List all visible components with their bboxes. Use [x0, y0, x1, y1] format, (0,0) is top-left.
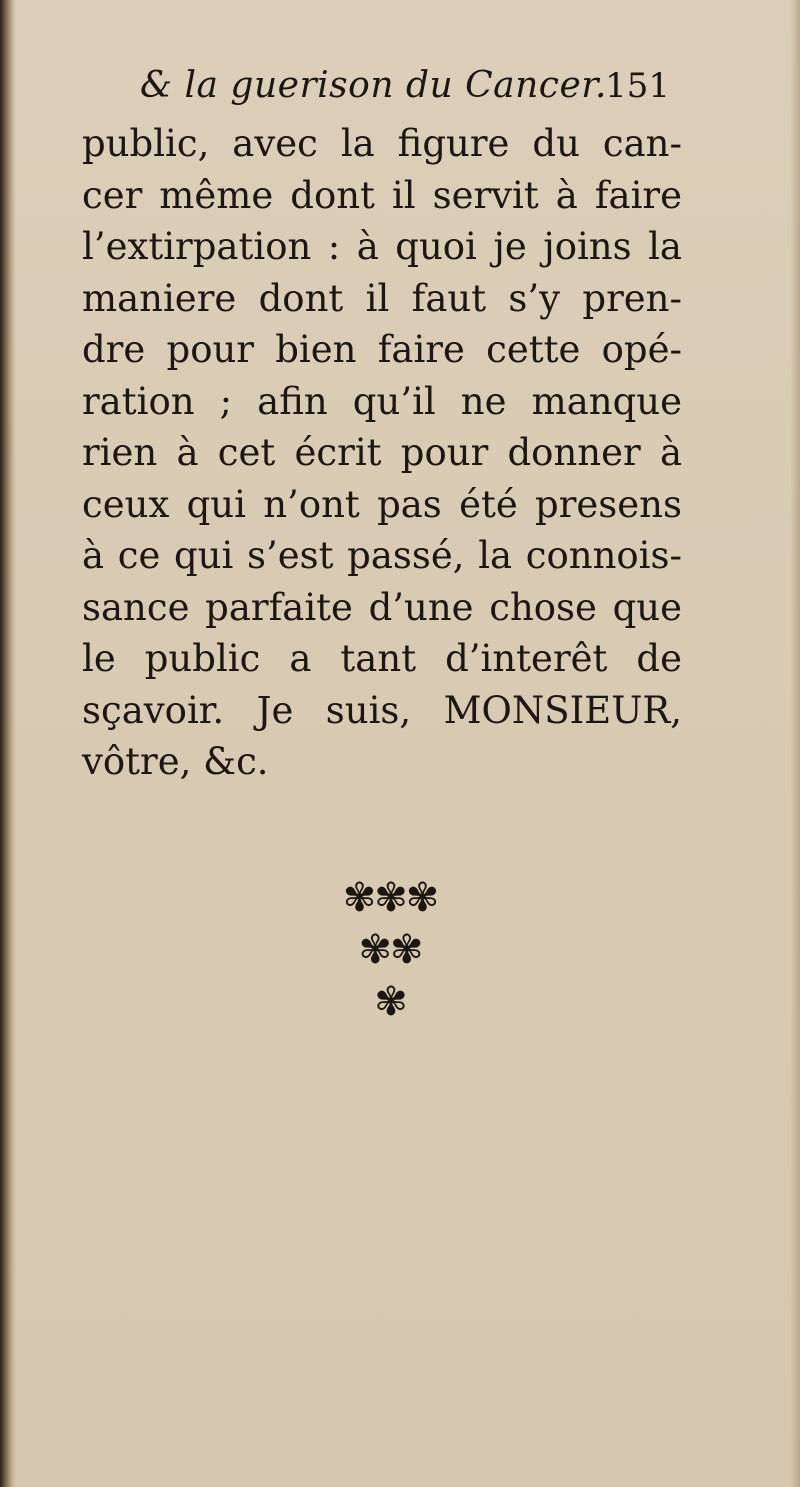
text-line: dre pour bien faire cette opé-	[82, 328, 682, 371]
running-title: & la guerison du Cancer.	[140, 65, 607, 106]
text-line: l’extirpation : à quoi je joins la	[82, 225, 682, 268]
page-header	[140, 60, 670, 112]
page-binding-edge	[0, 0, 16, 1487]
text-line: ceux qui n’ont pas été presens	[82, 482, 682, 526]
text-line: maniere dont il faut s’y pren-	[82, 276, 682, 320]
fleuron-ornament-icon	[300, 872, 480, 1042]
text-line: rien à cet écrit pour donner à	[82, 431, 682, 474]
fleuron-row: ✾✾	[358, 927, 422, 973]
text-line: sance parfaite d’une chose que	[82, 585, 682, 629]
text-line: le public a tant d’interêt de	[82, 637, 682, 680]
body-text	[82, 118, 682, 788]
page-outer-edge	[790, 0, 800, 1487]
text-line: ration ; afin qu’il ne manque	[82, 379, 682, 423]
text-line: public, avec la figure du can-	[82, 122, 682, 165]
text-line: cer même dont il servit à faire	[82, 173, 682, 217]
text-line: vôtre, &c.	[82, 740, 269, 783]
fleuron-row: ✾✾✾	[342, 875, 438, 921]
text-line: à ce qui s’est passé, la connois-	[82, 534, 682, 577]
text-line: sçavoir. Je suis, MONSIEUR,	[82, 688, 682, 732]
fleuron-row: ✾	[374, 979, 406, 1025]
page-number: 151	[605, 66, 670, 106]
